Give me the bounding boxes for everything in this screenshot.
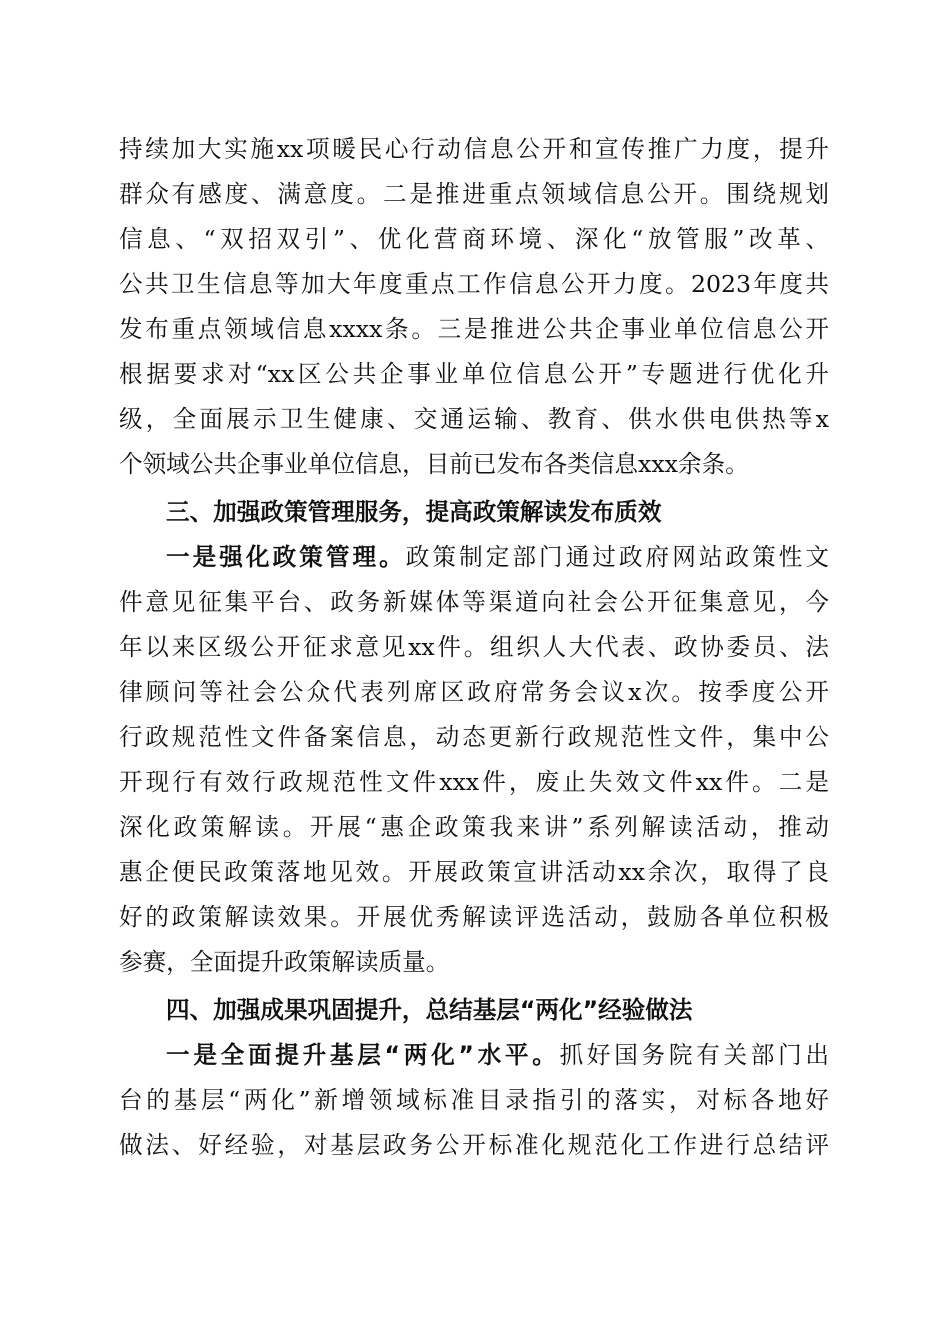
paragraph-line: 年以来区级公开征求意见xx件。组织人大代表、政协委员、法	[119, 633, 829, 661]
paragraph-line: 参赛，全面提升政策解读质量。	[119, 948, 450, 976]
paragraph-line: 群众有感度、满意度。二是推进重点领域信息公开。围绕规划	[119, 180, 829, 208]
paragraph-text: 政策制定部门通过政府网站政策性文	[405, 543, 830, 571]
section-heading: 四、加强成果巩固提升，总结基层“两化”经验做法	[166, 996, 693, 1024]
paragraph-line	[166, 1038, 829, 1072]
paragraph-line: 信息、“双招双引”、优化营商环境、深化“放管服”改革、	[119, 225, 829, 253]
paragraph-line: 级，全面展示卫生健康、交通运输、教育、供水供电供热等x	[119, 405, 829, 433]
paragraph-line: 个领域公共企事业单位信息，目前已发布各类信息xxx余条。	[119, 450, 749, 478]
section-heading: 三、加强政策管理服务，提高政策解读发布质效	[166, 498, 662, 526]
paragraph-line: 公共卫生信息等加大年度重点工作信息公开力度。2023年度共	[119, 270, 829, 298]
paragraph-line: 好的政策解读效果。开展优秀解读评选活动，鼓励各单位积极	[119, 903, 829, 931]
paragraph-lead: 一是全面提升基层“两化”水平。	[166, 1041, 560, 1069]
paragraph-line: 台的基层“两化”新增领域标准目录指引的落实，对标各地好	[119, 1086, 829, 1114]
paragraph-line: 件意见征集平台、政务新媒体等渠道向社会公开征集意见，今	[119, 588, 829, 616]
paragraph-line: 律顾问等社会公众代表列席区政府常务会议x次。按季度公开	[119, 678, 829, 706]
paragraph-line: 做法、好经验，对基层政务公开标准化规范化工作进行总结评	[119, 1131, 829, 1159]
paragraph-line: 根据要求对“xx区公共企事业单位信息公开”专题进行优化升	[119, 360, 829, 388]
paragraph-line	[166, 540, 829, 574]
paragraph-line: 持续加大实施xx项暖民心行动信息公开和宣传推广力度，提升	[119, 135, 829, 163]
paragraph-line: 深化政策解读。开展“惠企政策我来讲”系列解读活动，推动	[119, 813, 829, 841]
paragraph-line: 发布重点领域信息xxxx条。三是推进公共企事业单位信息公开	[119, 315, 829, 343]
paragraph-text: 抓好国务院有关部门出	[559, 1041, 829, 1069]
paragraph-line: 惠企便民政策落地见效。开展政策宣讲活动xx余次，取得了良	[119, 858, 829, 886]
paragraph-line: 行政规范性文件备案信息，动态更新行政规范性文件，集中公	[119, 723, 829, 751]
paragraph-line: 开现行有效行政规范性文件xxx件，废止失效文件xx件。二是	[119, 768, 829, 796]
paragraph-lead: 一是强化政策管理。	[166, 543, 406, 571]
